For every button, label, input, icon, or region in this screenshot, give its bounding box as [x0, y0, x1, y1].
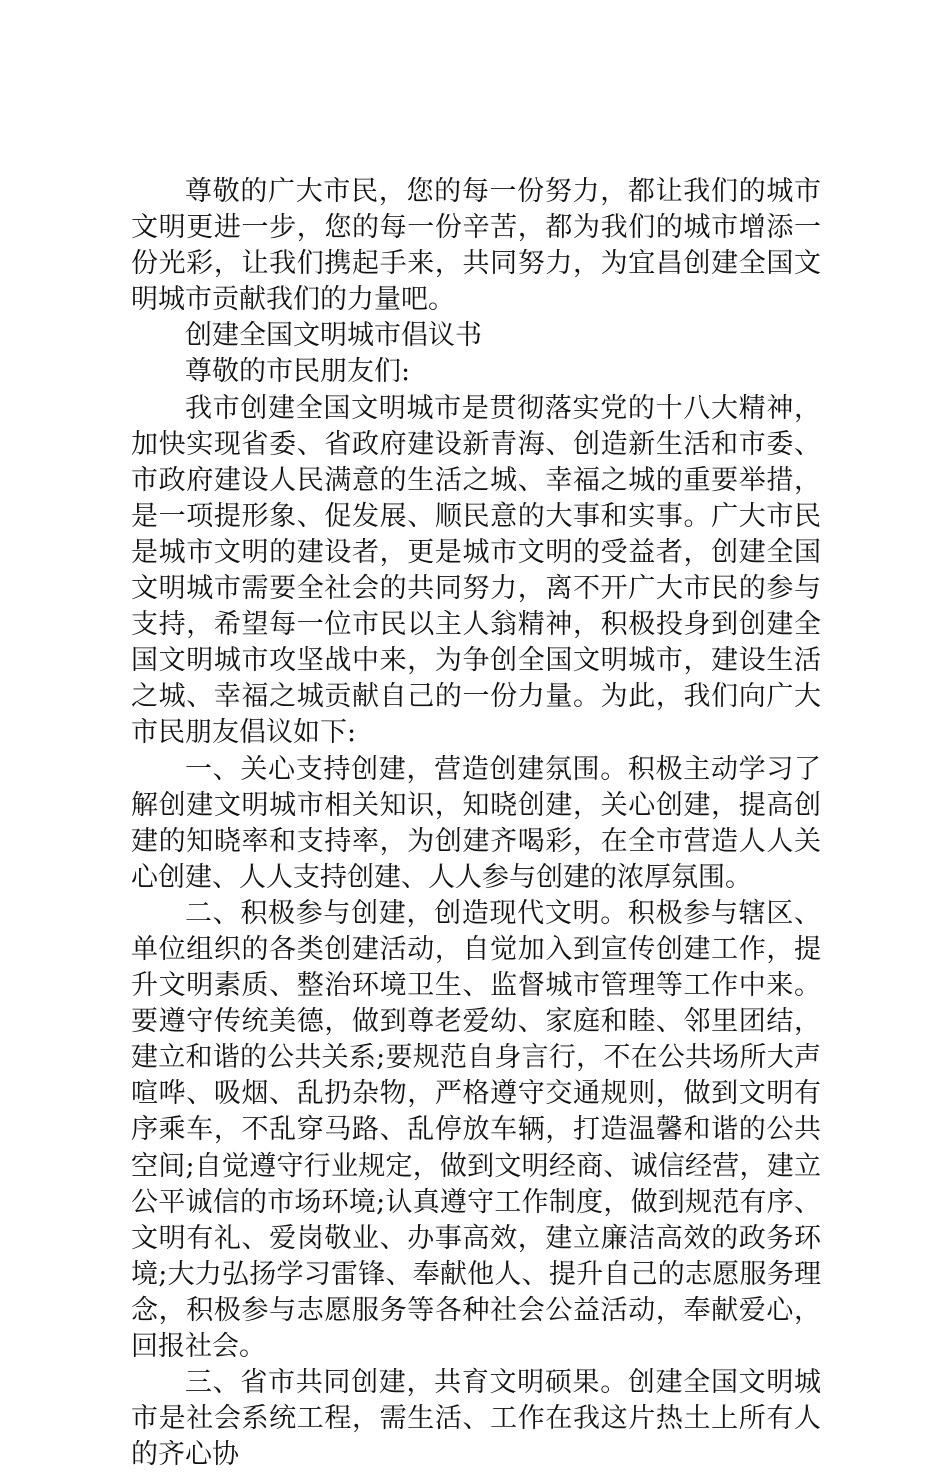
closing-appeal-paragraph: 尊敬的广大市民，您的每一份努力，都让我们的城市文明更进一步，您的每一份辛苦，都为我们的城市增添一份光彩，让我们携起手来，共同努力，为宜昌创建全国文明城市贡献我们的力量吧。	[131, 176, 821, 316]
proposal-three-paragraph: 三、省市共同创建，共育文明硕果。创建全国文明城市是社会系统工程，需生活、工作在我这片热土上所有人的齐心协	[131, 1367, 821, 1471]
document-title: 创建全国文明城市倡议书	[185, 320, 482, 352]
salutation: 尊敬的市民朋友们:	[185, 356, 411, 388]
intro-paragraph: 我市创建全国文明城市是贯彻落实党的十八大精神，加快实现省委、省政府建设新青海、创造新生活和市委、市政府建设人民满意的生活之城、幸福之城的重要举措，是一项提形象、促发展、顺民意的大事和实事。广大市民是城市文明的建设者，更是城市文明的受益者，创建全国文明城市需要全社会的共同努力，离不开广大市民的参与支持，希望每一位市民以主人翁精神，积极投身到创建全国文明城市攻坚战中来，为争创全国文明城市，建设生活之城、幸福之城贡献自己的一份力量。为此，我们向广大市民朋友倡议如下:	[131, 392, 821, 749]
proposal-one-paragraph: 一、关心支持创建，营造创建氛围。积极主动学习了解创建文明城市相关知识，知晓创建，关心创建，提高创建的知晓率和支持率，为创建齐喝彩，在全市营造人人关心创建、人人支持创建、人人参与创建的浓厚氛围。	[131, 753, 821, 893]
proposal-two-paragraph: 二、积极参与创建，创造现代文明。积极参与辖区、单位组织的各类创建活动，自觉加入到宣传创建工作，提升文明素质、整治环境卫生、监督城市管理等工作中来。要遵守传统美德，做到尊老爱幼、家庭和睦、邻里团结，建立和谐的公共关系;要规范自身言行，不在公共场所大声喧哗、吸烟、乱扔杂物，严格遵守交通规则，做到文明有序乘车，不乱穿马路、乱停放车辆，打造温馨和谐的公共空间;自觉遵守行业规定，做到文明经商、诚信经营，建立公平诚信的市场环境;认真遵守工作制度，做到规范有序、文明有礼、爱岗敬业、办事高效，建立廉洁高效的政务环境;大力弘扬学习雷锋、奉献他人、提升自己的志愿服务理念，积极参与志愿服务等各种社会公益活动，奉献爱心，回报社会。	[131, 897, 821, 1362]
document-body	[131, 174, 821, 1473]
